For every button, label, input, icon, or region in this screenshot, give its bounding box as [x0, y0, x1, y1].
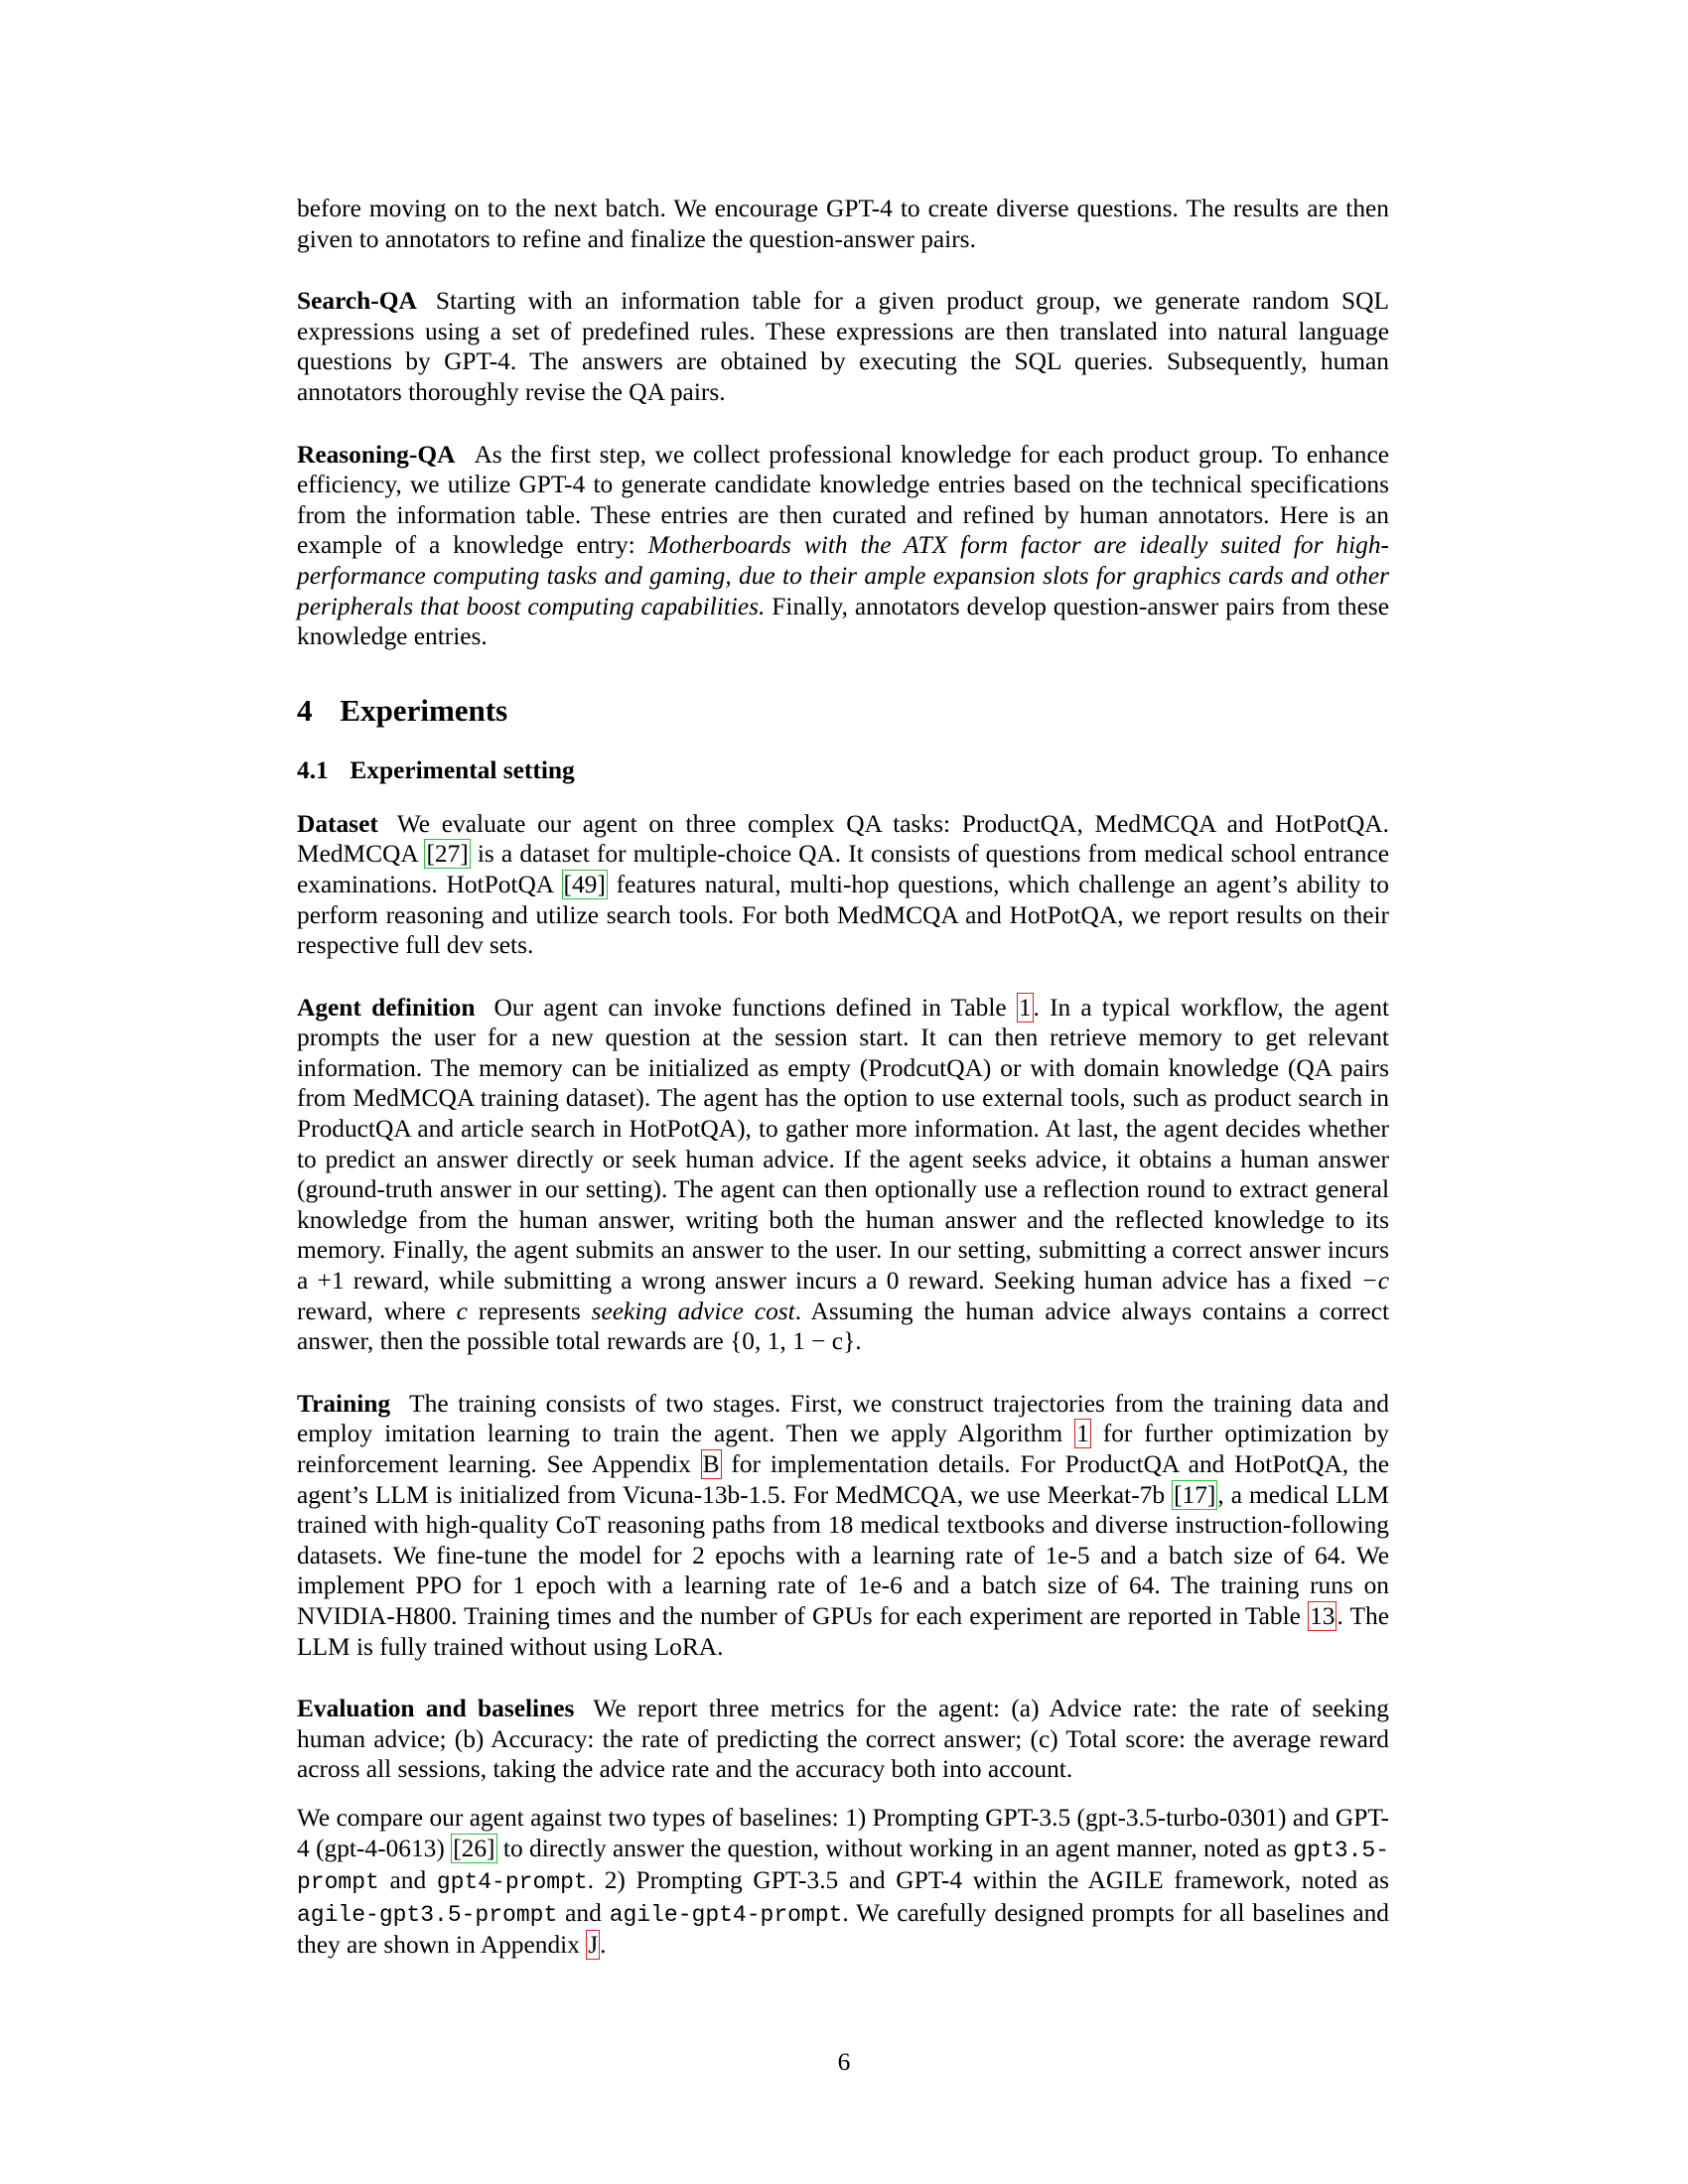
dataset-text-2: is a dataset for multiple-choice QA. It consists of questions from medical school entrance examinations. HotPotQA: [297, 840, 1390, 898]
reasoning-qa-text-2: Finally, annotators develop question-answer pairs from these knowledge entries.: [297, 592, 1389, 651]
compare-text-1: We compare our agent against two types of baselines: 1) Prompting GPT-3.5 (gpt-3.5-turbo-0301) and GPT-4 (gpt-4-0613): [297, 1803, 1389, 1862]
run-in-heading-evaluation: Evaluation and baselines: [297, 1695, 575, 1723]
search-qa-text: Starting with an information table for a given product group, we generate random SQL expressions using a set of predefined rules. These expressions are then translated into natural language questions by GPT-4. The answers are obtained by executing the SQL queries. Subsequently, human annotators thoroughly revise the QA pairs.: [297, 287, 1389, 406]
paragraph-training: [297, 1389, 1389, 1662]
agent-def-text-2: . In a typical workflow, the agent prompts the user for a new question at the session start. It can then retrieve memory to get relevant information. The memory can be initialized as empty (ProdcutQA) or with domain knowledge (QA pairs from MedMCQA training dataset). The agent has the option to use external tools, such as product search in ProductQA and article search in HotPotQA), to gather more information. At last, the agent decides whether to predict an answer directly or seek human advice. If the agent seeks advice, it obtains a human answer (ground-truth answer in our setting). The agent can then optionally use a reflection round to extract general knowledge from the human answer, writing both the human answer and the reflected knowledge to its memory. Finally, the agent submits an answer to the user. In our setting, submitting a correct answer incurs a: [297, 993, 1389, 1296]
section-title: Experiments: [340, 692, 508, 728]
section-heading-experiments: [297, 692, 1389, 730]
agent-def-text-3: reward, while submitting a wrong answer incurs a: [344, 1267, 887, 1296]
appendix-ref-j[interactable]: J: [588, 1931, 599, 1960]
paragraph-evaluation: [297, 1694, 1389, 1785]
run-in-heading-search-qa: Search-QA: [297, 287, 417, 316]
paper-page-body: [297, 194, 1389, 1961]
citation-27[interactable]: [27]: [426, 840, 469, 869]
math-plus-one: +1: [317, 1267, 345, 1296]
dataset-text-3: features natural, multi-hop questions, which challenge an agent’s ability to perform reasoning and utilize search tools. For both MedMCQA and HotPotQA, we report results on their respective full dev sets.: [297, 870, 1390, 960]
subsection-heading-experimental-setting: [297, 755, 1389, 785]
paragraph-reasoning-qa: [297, 440, 1389, 652]
paragraph-agent-definition: [297, 993, 1389, 1357]
reasoning-qa-text-1: As the first step, we collect professional knowledge for each product group. To enhance efficiency, we utilize GPT-4 to generate candidate knowledge entries based on the technical specifications from the information table. These entries are then curated and refined by human annotators. Here is an example of a knowledge entry:: [297, 440, 1389, 560]
dataset-text-1: We evaluate our agent on three complex QA tasks: ProductQA, MedMCQA and HotPotQA. MedMCQA: [297, 809, 1389, 869]
compare-text-4: . 2) Prompting GPT-3.5 and GPT-4 within the AGILE framework, noted as: [587, 1866, 1389, 1895]
knowledge-entry-example: Motherboards with the ATX form factor are ideally suited for high-performance computing tasks and gaming, due to their ample expansion slots for graphics cards and other peripherals that boost computing capabilities.: [297, 531, 1389, 620]
math-reward-set: {0, 1, 1 − c}: [730, 1327, 856, 1356]
appendix-ref-b[interactable]: B: [702, 1450, 720, 1478]
compare-text-2: to directly answer the question, without working in an agent manner, noted as: [496, 1834, 1294, 1862]
table-ref-1[interactable]: 1: [1018, 993, 1032, 1022]
citation-49[interactable]: [49]: [563, 870, 606, 898]
run-in-heading-dataset: Dataset: [297, 809, 378, 838]
training-text-5: . The LLM is fully trained without using LoRA.: [297, 1601, 1389, 1661]
code-agile-gpt35-prompt: agile-gpt3.5-prompt: [297, 1901, 558, 1928]
citation-17[interactable]: [17]: [1174, 1480, 1216, 1509]
term-seeking-advice-cost: seeking advice cost: [591, 1297, 795, 1325]
training-text-3: for implementation details. For ProductQA and HotPotQA, the agent’s LLM is initialized from Vicuna-13b-1.5. For MedMCQA, we use Meerkat-7b: [297, 1450, 1389, 1509]
paragraph-continuation: before moving on to the next batch. We encourage GPT-4 to create diverse questions. The results are then given to annotators to refine and finalize the question-answer pairs.: [297, 195, 1389, 253]
algorithm-ref-1[interactable]: 1: [1076, 1420, 1089, 1448]
compare-text-3: and: [378, 1866, 437, 1895]
agent-def-text-1: Our agent can invoke functions defined in Table: [493, 993, 1017, 1022]
training-text-1: The training consists of two stages. First, we construct trajectories from the training data and employ imitation learning to train the agent. Then we apply Algorithm: [297, 1389, 1389, 1448]
run-in-heading-training: Training: [297, 1389, 391, 1418]
math-zero: 0: [886, 1267, 900, 1296]
code-gpt35-prompt: gpt3.5-prompt: [297, 1837, 1389, 1896]
code-agile-gpt4-prompt: agile-gpt4-prompt: [609, 1901, 843, 1928]
agent-def-text-8: .: [855, 1327, 862, 1356]
paragraph-baselines: [297, 1803, 1389, 1961]
citation-26[interactable]: [26]: [453, 1834, 495, 1862]
compare-text-7: .: [600, 1931, 607, 1960]
subsection-title: Experimental setting: [350, 755, 575, 784]
run-in-heading-reasoning-qa: Reasoning-QA: [297, 440, 456, 469]
agent-def-text-5: reward, where: [297, 1297, 457, 1325]
paragraph-dataset: [297, 809, 1389, 961]
page-number: 6: [837, 2048, 851, 2076]
run-in-heading-agent-definition: Agent definition: [297, 993, 476, 1022]
subsection-number: 4.1: [297, 755, 329, 784]
code-gpt4-prompt: gpt4-prompt: [436, 1869, 588, 1896]
evaluation-text: We report three metrics for the agent: (a) Advice rate: the rate of seeking human advice; (b) Accuracy: the rate of predicting the correct answer; (c) Total score: the average reward across all sessions, taking the advice rate and the accuracy both into account.: [297, 1695, 1389, 1784]
compare-text-6: . We carefully designed prompts for all baselines and they are shown in Appendix: [297, 1898, 1389, 1960]
math-minus-c: −c: [1360, 1267, 1389, 1296]
table-ref-13[interactable]: 13: [1310, 1601, 1336, 1630]
training-text-4: , a medical LLM trained with high-quality CoT reasoning paths from 18 medical textbooks and diverse instruction-following datasets. We fine-tune the model for 2 epochs with a learning rate of 1e-5 and a batch size of 64. We implement PPO for 1 epoch with a learning rate of 1e-6 and a batch size of 64. The training runs on NVIDIA-H800. Training times and the number of GPUs for each experiment are reported in Table: [297, 1480, 1389, 1630]
math-c: c: [456, 1297, 468, 1325]
section-number: 4: [297, 692, 313, 728]
agent-def-text-4: reward. Seeking human advice has a fixed: [899, 1267, 1361, 1296]
training-text-2: for further optimization by reinforcement learning. See Appendix: [297, 1420, 1389, 1478]
compare-text-5: and: [557, 1898, 610, 1927]
agent-def-text-6: represents: [467, 1297, 592, 1325]
paragraph-search-qa: [297, 286, 1389, 407]
agent-def-text-7: . Assuming the human advice always contains a correct answer, then the possible total rewards are: [297, 1297, 1390, 1356]
